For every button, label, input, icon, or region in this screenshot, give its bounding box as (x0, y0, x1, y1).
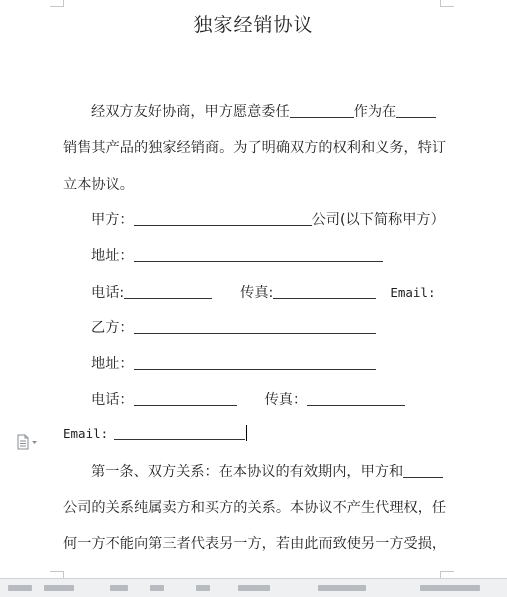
status-item[interactable] (238, 585, 270, 591)
document-title: 独家经销协议 (193, 14, 314, 36)
party-a-fax-blank[interactable] (273, 284, 376, 299)
corner-mark-bottom-right-v (440, 571, 441, 578)
intro-text-2: 作为在 (353, 104, 397, 120)
status-item[interactable] (8, 585, 32, 591)
corner-mark-top-left-v (63, 0, 64, 7)
article1-line-1 (91, 461, 443, 481)
status-item[interactable] (420, 585, 480, 591)
party-b-fax-blank[interactable] (307, 391, 405, 406)
party-b-email-label: Email: (63, 426, 109, 441)
party-b-email-blank[interactable] (114, 425, 245, 440)
party-b-email-row (63, 425, 247, 442)
party-a-address-blank[interactable] (134, 247, 383, 262)
article1-text-1: 第一条、双方关系：在本协议的有效期内，甲方和 (91, 464, 404, 480)
paragraph-intro-line-2: 销售其产品的独家经销商。为了明确双方的权利和义务，特订 (63, 140, 447, 156)
party-b-address-row (91, 353, 376, 373)
party-a-row (91, 209, 445, 229)
status-item[interactable] (196, 585, 210, 591)
party-a-suffix: 公司(以下简称甲方） (311, 212, 445, 228)
party-b-phone-label: 电话： (91, 392, 134, 408)
corner-mark-bottom-right (440, 571, 454, 572)
party-a-contact-row (91, 282, 435, 302)
party-a-address-row (91, 245, 383, 265)
party-a-fax-label: 传真: (240, 285, 274, 301)
corner-mark-bottom-left (50, 571, 64, 572)
party-a-name-blank[interactable] (134, 211, 312, 226)
article1-line-2: 公司的关系纯属卖方和买方的关系。本协议不产生代理权，任 (63, 500, 447, 516)
article1-line-3: 何一方不能向第三者代表另一方，若由此而致使另一方受损， (63, 536, 447, 552)
party-b-address-label: 地址： (91, 356, 134, 372)
chevron-down-icon (32, 441, 37, 444)
corner-mark-top-right-v (440, 0, 441, 7)
party-b-address-blank[interactable] (134, 355, 376, 370)
document-icon[interactable] (16, 434, 38, 450)
party-b-contact-row (91, 389, 405, 409)
status-item[interactable] (110, 585, 128, 591)
blank-appointee[interactable] (290, 103, 354, 118)
party-a-email-label: Email: (390, 285, 436, 300)
status-item[interactable] (318, 585, 366, 591)
corner-mark-top-right (440, 6, 454, 7)
article1-company-blank[interactable] (403, 463, 443, 478)
party-b-row (91, 317, 376, 337)
party-b-name-blank[interactable] (134, 319, 376, 334)
corner-mark-top-left (50, 6, 64, 7)
blank-region[interactable] (396, 103, 436, 118)
party-b-fax-label: 传真： (264, 392, 308, 408)
party-b-label: 乙方： (91, 320, 134, 336)
paragraph-intro-line-1 (91, 101, 436, 121)
status-item[interactable] (150, 585, 164, 591)
paragraph-intro-line-3: 立本协议。 (63, 177, 134, 193)
party-a-phone-blank[interactable] (124, 284, 212, 299)
status-item[interactable] (44, 585, 74, 591)
party-a-label: 甲方： (91, 212, 134, 228)
status-bar (0, 578, 507, 597)
party-b-phone-blank[interactable] (134, 391, 237, 406)
text-cursor (246, 425, 247, 441)
party-a-address-label: 地址： (91, 248, 134, 264)
party-a-phone-label: 电话: (91, 285, 125, 301)
corner-mark-bottom-left-v (63, 571, 64, 578)
intro-text-1: 经双方友好协商，甲方愿意委任 (91, 104, 290, 120)
